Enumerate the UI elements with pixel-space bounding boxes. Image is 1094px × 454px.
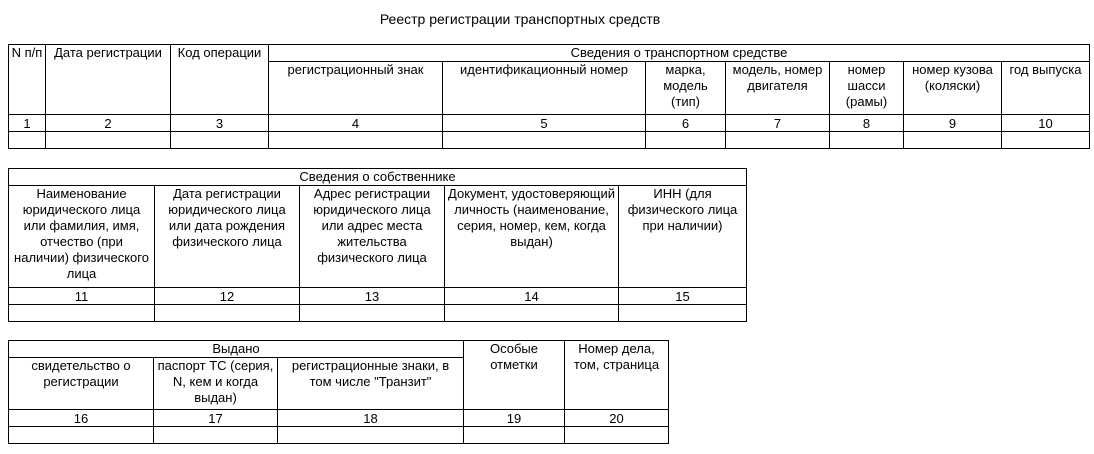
column-number: 13 <box>300 288 445 305</box>
empty-cell[interactable] <box>1002 132 1090 149</box>
header-vehicle-group: Сведения о транспортном средстве <box>269 45 1090 62</box>
header-engine-number: модель, номер двигателя <box>726 62 830 115</box>
empty-cell[interactable] <box>443 132 646 149</box>
header-identity-document: Документ, удостоверяющий личность (наименование, серия, номер, кем, когда выдан) <box>445 186 619 288</box>
header-operation-code: Код операции <box>171 45 269 115</box>
column-number: 3 <box>171 115 269 132</box>
empty-data-row <box>9 132 1090 149</box>
column-number: 5 <box>443 115 646 132</box>
column-number: 9 <box>904 115 1002 132</box>
column-numbers-row <box>9 115 1090 132</box>
column-numbers-row <box>9 288 747 305</box>
empty-cell[interactable] <box>619 305 747 322</box>
column-number: 17 <box>154 410 278 427</box>
column-number: 6 <box>646 115 726 132</box>
empty-cell[interactable] <box>464 427 565 444</box>
empty-cell[interactable] <box>646 132 726 149</box>
empty-cell[interactable] <box>155 305 300 322</box>
header-vehicle-passport: паспорт ТС (серия, N, кем и когда выдан) <box>154 358 278 410</box>
empty-cell[interactable] <box>904 132 1002 149</box>
column-number: 10 <box>1002 115 1090 132</box>
column-number: 1 <box>9 115 46 132</box>
header-owner-registration-date: Дата регистрации юридического лица или дата рождения физического лица <box>155 186 300 288</box>
header-issued-group: Выдано <box>9 341 464 358</box>
empty-cell[interactable] <box>9 132 46 149</box>
header-registration-date: Дата регистрации <box>46 45 171 115</box>
header-brand-model: марка, модель (тип) <box>646 62 726 115</box>
header-year: год выпуска <box>1002 62 1090 115</box>
column-number: 15 <box>619 288 747 305</box>
empty-cell[interactable] <box>445 305 619 322</box>
header-identification-number: идентификационный номер <box>443 62 646 115</box>
column-number: 2 <box>46 115 171 132</box>
owner-info-table <box>8 168 747 322</box>
column-number: 4 <box>269 115 443 132</box>
header-registration-plates: регистрационные знаки, в том числе "Транзит" <box>278 358 464 410</box>
empty-cell[interactable] <box>269 132 443 149</box>
column-number: 8 <box>830 115 904 132</box>
empty-cell[interactable] <box>171 132 269 149</box>
header-registration-sign: регистрационный знак <box>269 62 443 115</box>
empty-cell[interactable] <box>300 305 445 322</box>
header-num: N п/п <box>9 45 46 115</box>
empty-data-row <box>9 427 669 444</box>
header-body-number: номер кузова (коляски) <box>904 62 1002 115</box>
column-number: 16 <box>9 410 154 427</box>
header-inn: ИНН (для физического лица при наличии) <box>619 186 747 288</box>
column-number: 12 <box>155 288 300 305</box>
column-number: 20 <box>565 410 669 427</box>
empty-data-row <box>9 305 747 322</box>
empty-cell[interactable] <box>278 427 464 444</box>
header-special-notes: Особые отметки <box>464 341 565 410</box>
empty-cell[interactable] <box>9 305 155 322</box>
header-owner-name: Наименование юридического лица или фамилия, имя, отчество (при наличии) физического лица <box>9 186 155 288</box>
empty-cell[interactable] <box>726 132 830 149</box>
column-number: 11 <box>9 288 155 305</box>
empty-cell[interactable] <box>9 427 154 444</box>
column-number: 18 <box>278 410 464 427</box>
column-numbers-row <box>9 410 669 427</box>
issued-documents-table <box>8 340 669 444</box>
header-case-number: Номер дела, том, страница <box>565 341 669 410</box>
empty-cell[interactable] <box>565 427 669 444</box>
column-number: 14 <box>445 288 619 305</box>
header-chassis-number: номер шасси (рамы) <box>830 62 904 115</box>
empty-cell[interactable] <box>830 132 904 149</box>
vehicle-info-table <box>8 44 1090 149</box>
column-number: 7 <box>726 115 830 132</box>
empty-cell[interactable] <box>46 132 171 149</box>
header-owner-group: Сведения о собственнике <box>9 169 747 186</box>
empty-cell[interactable] <box>154 427 278 444</box>
page-title: Реестр регистрации транспортных средств <box>379 11 661 27</box>
header-owner-address: Адрес регистрации юридического лица или адрес места жительства физического лица <box>300 186 445 288</box>
header-registration-certificate: свидетельство о регистрации <box>9 358 154 410</box>
column-number: 19 <box>464 410 565 427</box>
